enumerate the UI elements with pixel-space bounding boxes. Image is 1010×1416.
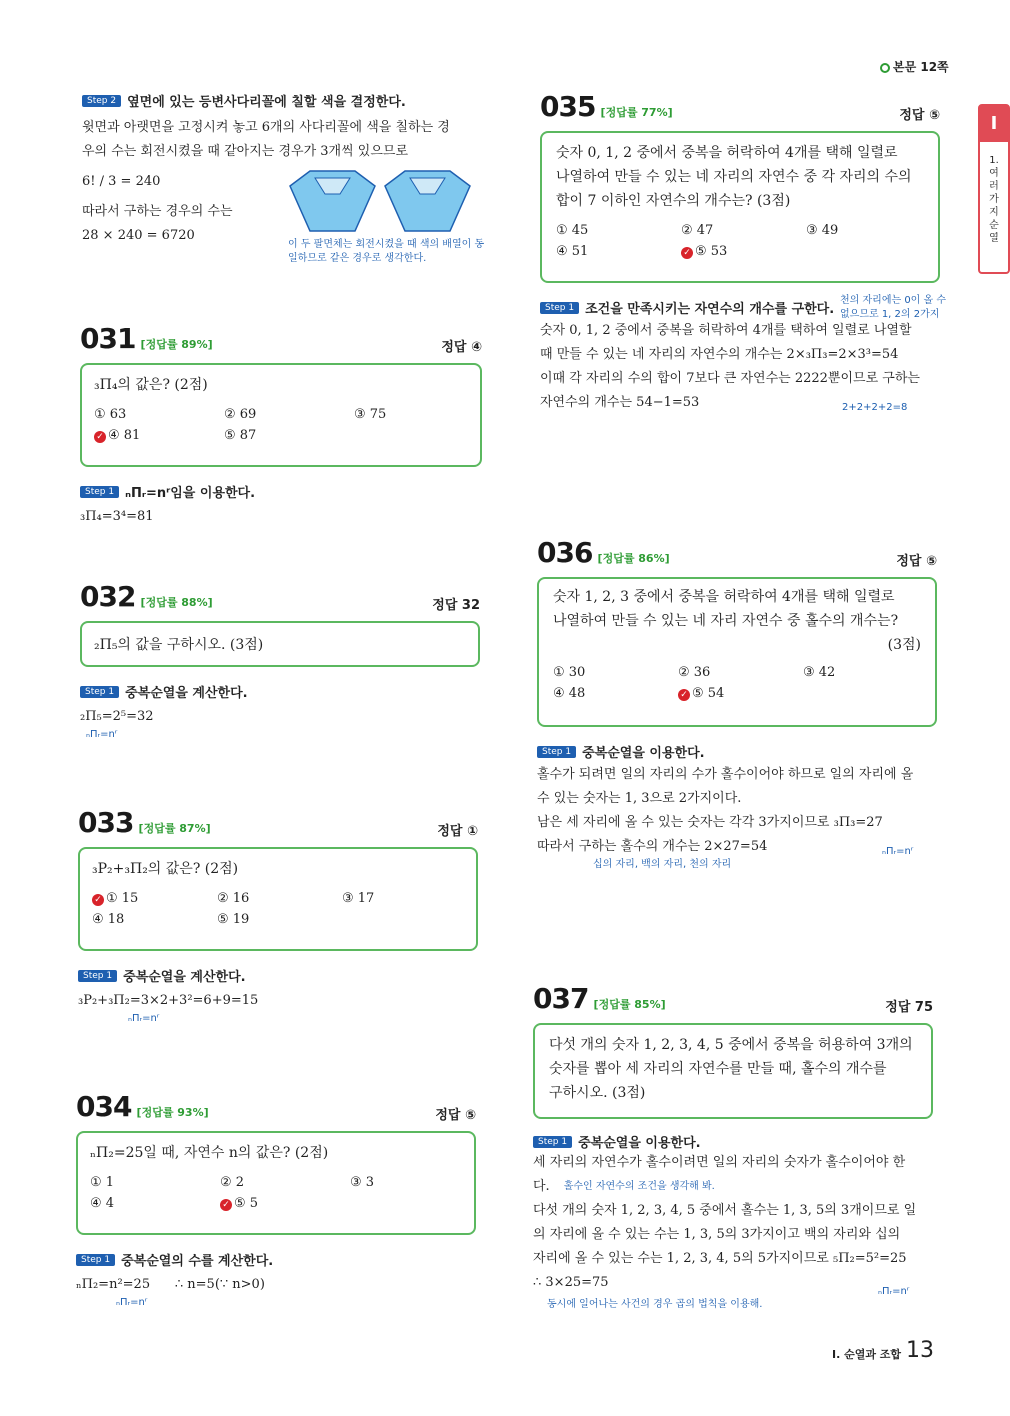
solution-line: 28 × 240 = 6720: [82, 228, 195, 243]
formula-note: ₙΠᵣ=nʳ: [878, 1286, 910, 1297]
correct-rate: [정답률 93%]: [136, 1106, 209, 1119]
solution-line: 세 자리의 자연수가 홀수이려면 일의 자리의 숫자가 홀수이어야 한: [533, 1155, 906, 1170]
solution-line: ∴ 3×25=75: [533, 1275, 609, 1290]
answer-label: 정답 ⑤: [899, 108, 940, 123]
problem-031: [80, 322, 482, 529]
problem-036: [537, 536, 937, 870]
correct-rate: [정답률 88%]: [140, 596, 213, 609]
step-text: 조건을 만족시키는 자연수의 개수를 구한다.: [585, 302, 835, 317]
question-text: ₂Π₅의 값을 구하시오. (3점): [94, 637, 264, 653]
solution-line: 홀수가 되려면 일의 자리의 수가 홀수이어야 하므로 일의 자리에 올: [537, 767, 914, 782]
check-icon: ✓: [220, 1199, 232, 1211]
problem-number: 033: [78, 806, 134, 839]
question-box: [540, 131, 940, 283]
step-badge: Step 1: [78, 970, 117, 982]
step-badge: Step 2: [82, 95, 121, 107]
option-selected: ⑤ 53: [695, 244, 728, 259]
solution-line: 수 있는 숫자는 1, 3으로 2가지이다.: [537, 791, 742, 806]
answer-label: 정답 ①: [437, 824, 478, 839]
question-box: [537, 577, 937, 727]
step-badge: Step 1: [80, 486, 119, 498]
option: ④ 48: [553, 686, 586, 701]
figure-note: 이 두 팔면체는 회전시켰을 때 색의 배열이 동일하므로 같은 경우로 생각한다.: [288, 239, 485, 264]
check-icon: ✓: [678, 689, 690, 701]
step-badge: Step 1: [533, 1136, 572, 1148]
option: ② 47: [681, 223, 714, 238]
option: ③ 17: [342, 891, 375, 906]
question-text: 나열하여 만들 수 있는 네 자리 자연수 중 홀수의 개수는?: [553, 613, 899, 629]
step-badge: Step 1: [76, 1254, 115, 1266]
problem-037: [533, 982, 933, 1310]
question-text: ₙΠ₂=25일 때, 자연수 n의 값은? (2점): [90, 1145, 329, 1161]
solution-line: 따라서 구하는 홀수의 개수는 2×27=54: [537, 839, 768, 854]
solution-line: 이때 각 자리의 수의 합이 7보다 큰 자연수는 2222뿐이므로 구하는: [540, 371, 920, 386]
answer-label: 정답 75: [885, 1000, 933, 1015]
formula-note: ₙΠᵣ=nʳ: [882, 846, 914, 857]
option: ⑤ 19: [217, 912, 250, 927]
problem-034: [76, 1090, 476, 1308]
question-text: 숫자를 뽑아 세 자리의 자연수를 만들 때, 홀수의 개수를: [549, 1061, 887, 1077]
solution-frac: 6! / 3 = 240: [82, 174, 161, 189]
solution-line: 윗면과 아랫면을 고정시켜 놓고 6개의 사다리꼴에 색을 칠하는 경: [82, 120, 450, 135]
solution-line: 때 만들 수 있는 네 자리의 자연수의 개수는 2×₃Π₃=2×3³=54: [540, 347, 899, 362]
solution-line: ₙΠ₂=n²=25 ∴ n=5(∵ n>0): [76, 1277, 265, 1292]
option: ② 2: [220, 1175, 245, 1190]
option-selected: ⑤ 54: [692, 686, 725, 701]
formula-note: ₙΠᵣ=nʳ: [86, 729, 118, 740]
problem-number: 036: [537, 536, 593, 569]
option: ③ 49: [806, 223, 839, 238]
step-text: 중복순열의 수를 계산한다.: [121, 1254, 274, 1269]
option: ① 45: [556, 223, 589, 238]
option-selected: ① 15: [106, 891, 139, 906]
answer-label: 정답 ⑤: [435, 1108, 476, 1123]
problem-032: [80, 580, 480, 740]
solution-line: 의 자리에 올 수 있는 수는 1, 3, 5의 3가지이고 백의 자리와 십의: [533, 1227, 901, 1242]
problem-035: [540, 90, 940, 415]
option: ⑤ 87: [224, 428, 257, 443]
correct-rate: [정답률 77%]: [600, 106, 673, 119]
formula-note: ₙΠᵣ=nʳ: [116, 1297, 148, 1308]
option: ① 63: [94, 407, 127, 422]
solution-line: ₃P₂+₃Π₂=3×2+3²=6+9=15: [78, 993, 259, 1008]
option: ④ 18: [92, 912, 125, 927]
solution-line: 숫자 0, 1, 2 중에서 중복을 허락하여 4개를 택하여 일렬로 나열할: [540, 323, 912, 338]
problem-number: 031: [80, 322, 136, 355]
page-number: 13: [906, 1338, 934, 1363]
option: ② 16: [217, 891, 250, 906]
side-note: 동시에 일어나는 사건의 경우 곱의 법칙을 이용해.: [547, 1299, 763, 1310]
footer-chapter: I. 순열과 조합: [832, 1348, 902, 1361]
question-text: (3점): [887, 637, 921, 653]
problem-number: 034: [76, 1090, 132, 1123]
solution-line: 우의 수는 회전시켰을 때 같아지는 경우가 3개씩 있으므로: [82, 144, 409, 159]
chapter-roman: I: [980, 106, 1008, 142]
option: ④ 51: [556, 244, 589, 259]
question-box: [80, 621, 480, 667]
step-text: ₙΠᵣ=nʳ임을 이용한다.: [125, 486, 256, 501]
question-text: 구하시오. (3점): [549, 1085, 646, 1101]
problem-number: 032: [80, 580, 136, 613]
check-icon: ✓: [92, 894, 104, 906]
side-note: 홀수인 자연수의 조건을 생각해 봐.: [563, 1181, 715, 1192]
option: ③ 42: [803, 665, 836, 680]
problem-033: [78, 806, 478, 1024]
octahedron-figure: [285, 166, 475, 236]
correct-rate: [정답률 89%]: [140, 338, 213, 351]
solution-line: 다.: [533, 1179, 550, 1194]
question-box: [80, 363, 482, 467]
chapter-tab: [978, 104, 1010, 274]
question-text: ₃Π₄의 값은? (2점): [94, 377, 208, 393]
option: ② 36: [678, 665, 711, 680]
solution-line: 자리에 올 수 있는 수는 1, 2, 3, 4, 5의 5가지이므로 ₅Π₂=5²=25: [533, 1251, 907, 1266]
question-text: 합이 7 이하인 자연수의 개수는? (3점): [556, 193, 791, 209]
step-text: 옆면에 있는 등변사다리꼴에 칠할 색을 결정한다.: [127, 95, 406, 110]
solution-line: ₂Π₅=2⁵=32: [80, 709, 154, 724]
option: ③ 3: [350, 1175, 375, 1190]
question-box: [533, 1023, 933, 1119]
side-note: 십의 자리, 백의 자리, 천의 자리: [593, 859, 732, 870]
correct-rate: [정답률 85%]: [593, 998, 666, 1011]
solution-line: 따라서 구하는 경우의 수는: [82, 204, 233, 219]
correct-rate: [정답률 86%]: [597, 552, 670, 565]
step-badge: Step 1: [537, 746, 576, 758]
correct-rate: [정답률 87%]: [138, 822, 211, 835]
option: ① 30: [553, 665, 586, 680]
answer-label: 정답 32: [432, 598, 480, 613]
option: ④ 4: [90, 1196, 115, 1211]
check-icon: ✓: [681, 247, 693, 259]
side-note: 2+2+2+2=8: [842, 402, 908, 413]
question-text: 다섯 개의 숫자 1, 2, 3, 4, 5 중에서 중복을 허용하여 3개의: [549, 1037, 913, 1053]
question-text: 숫자 0, 1, 2 중에서 중복을 허락하여 4개를 택해 일렬로: [556, 145, 898, 161]
chapter-vertical-title: 1. 여 러 가 지 순 열: [989, 155, 999, 244]
step-text: 중복순열을 이용한다.: [578, 1136, 701, 1151]
option: ① 1: [90, 1175, 115, 1190]
page-ref: 본문 12쪽: [880, 58, 949, 75]
circle-icon: [880, 63, 890, 73]
question-text: ₃P₂+₃Π₂의 값은? (2점): [92, 861, 239, 877]
question-box: [78, 847, 478, 951]
option-selected: ④ 81: [108, 428, 141, 443]
step-text: 중복순열을 계산한다.: [125, 686, 248, 701]
step-text: 중복순열을 계산한다.: [123, 970, 246, 985]
step-badge: Step 1: [80, 686, 119, 698]
side-note: 천의 자리에는 0이 올 수 없으므로 1, 2의 2가지: [840, 295, 947, 320]
option: ③ 75: [354, 407, 387, 422]
option: ② 69: [224, 407, 257, 422]
solution-line: 다섯 개의 숫자 1, 2, 3, 4, 5 중에서 홀수는 1, 3, 5의 3개이므로 일: [533, 1203, 917, 1218]
solution-line: ₃Π₄=3⁴=81: [80, 509, 154, 524]
check-icon: ✓: [94, 431, 106, 443]
option-selected: ⑤ 5: [234, 1196, 259, 1211]
question-text: 나열하여 만들 수 있는 네 자리의 자연수 중 각 자리의 수의: [556, 169, 912, 185]
problem-number: 035: [540, 90, 596, 123]
step-text: 중복순열을 이용한다.: [582, 746, 705, 761]
step-badge: Step 1: [540, 302, 579, 314]
answer-label: 정답 ④: [441, 340, 482, 355]
question-text: 숫자 1, 2, 3 중에서 중복을 허락하여 4개를 택해 일렬로: [553, 589, 895, 605]
solution-line: 자연수의 개수는 54−1=53: [540, 395, 700, 410]
formula-note: ₙΠᵣ=nʳ: [128, 1013, 160, 1024]
problem-number: 037: [533, 982, 589, 1015]
solution-line: 남은 세 자리에 올 수 있는 숫자는 각각 3가지이므로 ₃Π₃=27: [537, 815, 883, 830]
answer-label: 정답 ⑤: [896, 554, 937, 569]
question-box: [76, 1131, 476, 1235]
